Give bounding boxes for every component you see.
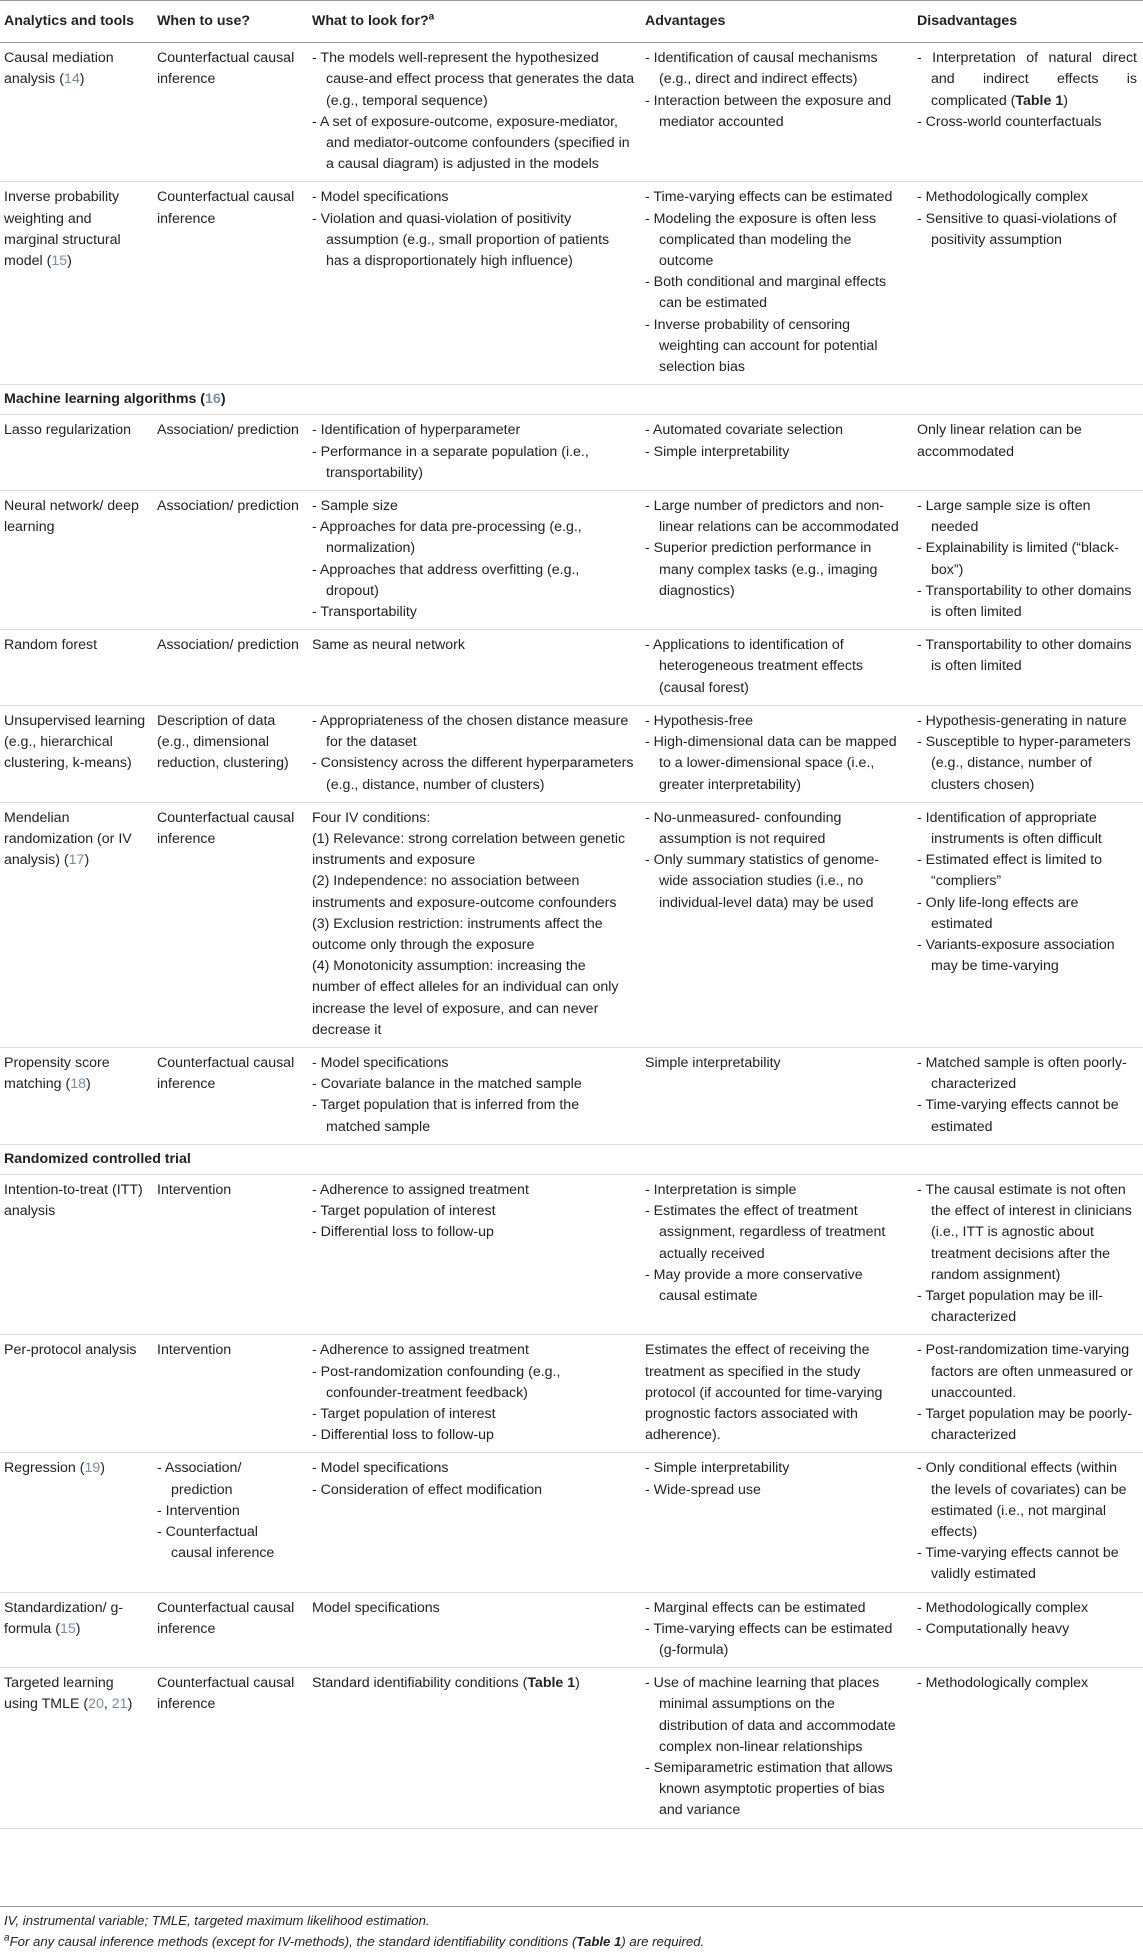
what-cell bbox=[308, 415, 641, 491]
list-item: - Estimates the effect of treatment assignment, regardless of treatment actually received bbox=[645, 1201, 907, 1265]
advantages-cell bbox=[641, 705, 913, 802]
list-item: - Time-varying effects can be estimated bbox=[645, 187, 907, 208]
disadvantages-cell bbox=[913, 491, 1143, 630]
list-item: - Explainability is limited (“black-box”) bbox=[917, 538, 1137, 580]
table-row bbox=[0, 705, 1143, 802]
list-item: - Approaches that address overfitting (e.g., dropout) bbox=[312, 560, 635, 602]
list-item: - Target population may be ill-characterized bbox=[917, 1286, 1137, 1328]
table-row bbox=[0, 1668, 1143, 1828]
table-row bbox=[0, 415, 1143, 491]
disadvantages-cell bbox=[913, 43, 1143, 182]
text-line: (4) Monotonicity assumption: increasing the number of effect alleles for an individual can only increase the level of exposure, and can never decrease it bbox=[312, 958, 619, 1038]
when-cell: Intervention bbox=[153, 1335, 308, 1453]
list-item: - Large sample size is often needed bbox=[917, 496, 1137, 538]
table-row bbox=[0, 1453, 1143, 1592]
reference-link[interactable]: 20 bbox=[88, 1696, 104, 1713]
what-cell: Standard identifiability conditions (Table 1) bbox=[308, 1668, 641, 1828]
list-item: - Hypothesis-generating in nature bbox=[917, 711, 1137, 732]
when-cell bbox=[153, 1453, 308, 1592]
when-cell: Association/ prediction bbox=[153, 415, 308, 491]
list-item: - Model specifications bbox=[312, 1053, 635, 1074]
disadvantages-cell bbox=[913, 1592, 1143, 1668]
list-item: - Differential loss to follow-up bbox=[312, 1425, 635, 1446]
list-item: - Identification of causal mechanisms (e.g., direct and indirect effects) bbox=[645, 48, 907, 90]
list-item: - Appropriateness of the chosen distance measure for the dataset bbox=[312, 711, 635, 753]
section-row bbox=[0, 1144, 1143, 1174]
list-item: - Variants-exposure association may be time-varying bbox=[917, 935, 1137, 977]
footnote-a: $^a$For any causal inference methods (except for IV-methods), the standard identifiability conditions (Table 1) are required. bbox=[4, 1932, 705, 1949]
list-item: - Methodologically complex bbox=[917, 1673, 1137, 1694]
reference-link[interactable]: 18 bbox=[70, 1076, 87, 1093]
table-link[interactable]: Table 1 bbox=[527, 1675, 576, 1692]
list-item: - Transportability to other domains is often limited bbox=[917, 635, 1137, 677]
list-item: - Sample size bbox=[312, 496, 635, 517]
list-item: - Inverse probability of censoring weighting can account for potential selection bias bbox=[645, 315, 907, 379]
list-item: - Model specifications bbox=[312, 1458, 635, 1479]
list-item: - Post-randomization confounding (e.g., confounder-treatment feedback) bbox=[312, 1362, 635, 1404]
list-item: - The models well-represent the hypothesized cause-and effect process that generates the data (e.g., temporal sequence) bbox=[312, 48, 635, 112]
reference-link[interactable]: 14 bbox=[63, 71, 80, 88]
list-item: - Time-varying effects cannot be estimated bbox=[917, 1095, 1137, 1137]
list-item: - Automated covariate selection bbox=[645, 420, 907, 441]
advantages-cell bbox=[641, 630, 913, 706]
list-item: - Identification of hyperparameter bbox=[312, 420, 635, 441]
what-cell: Model specifications bbox=[308, 1592, 641, 1668]
what-cell: Same as neural network bbox=[308, 630, 641, 706]
list-item: - Model specifications bbox=[312, 187, 635, 208]
table-row bbox=[0, 802, 1143, 1047]
table-row bbox=[0, 43, 1143, 182]
list-item: - Semiparametric estimation that allows known asymptotic properties of bias and variance bbox=[645, 1758, 907, 1822]
method-name: Intention-to-treat (ITT) analysis bbox=[0, 1174, 153, 1334]
list-item: - Computationally heavy bbox=[917, 1619, 1137, 1640]
list-item: - Only life-long effects are estimated bbox=[917, 893, 1137, 935]
what-cell bbox=[308, 705, 641, 802]
method-name: Neural network/ deep learning bbox=[0, 491, 153, 630]
table-row bbox=[0, 630, 1143, 706]
list-item: - Identification of appropriate instruments is often difficult bbox=[917, 808, 1137, 850]
disadvantages-cell bbox=[913, 705, 1143, 802]
reference-link[interactable]: 15 bbox=[51, 253, 68, 270]
table-link[interactable]: Table 1 bbox=[576, 1934, 622, 1949]
when-cell: Association/ prediction bbox=[153, 491, 308, 630]
method-name: Unsupervised learning (e.g., hierarchical clustering, k-means) bbox=[0, 705, 153, 802]
when-cell: Counterfactual causal inference bbox=[153, 182, 308, 385]
list-item: - Interpretation of natural direct and indirect effects is complicated (Table 1) bbox=[917, 48, 1137, 112]
list-item: - Modeling the exposure is often less complicated than modeling the outcome bbox=[645, 209, 907, 273]
list-item: - Transportability bbox=[312, 602, 635, 623]
what-cell bbox=[308, 182, 641, 385]
list-item: - Intervention bbox=[157, 1501, 302, 1522]
disadvantages-cell bbox=[913, 1453, 1143, 1592]
list-item: - May provide a more conservative causal estimate bbox=[645, 1265, 907, 1307]
disadvantages-cell bbox=[913, 630, 1143, 706]
col-header-what: What to look for?$^a$ bbox=[308, 1, 641, 43]
text-line: (2) Independence: no association between instruments and exposure-outcome confounders bbox=[312, 873, 617, 911]
advantages-cell: Simple interpretability bbox=[641, 1047, 913, 1144]
list-item: - Adherence to assigned treatment bbox=[312, 1340, 635, 1361]
header-row bbox=[0, 1, 1143, 43]
list-item: - Consideration of effect modification bbox=[312, 1480, 635, 1501]
list-item: - Susceptible to hyper-parameters (e.g., distance, number of clusters chosen) bbox=[917, 732, 1137, 796]
method-name: Mendelian randomization (or IV analysis) (17) bbox=[0, 802, 153, 1047]
table-link[interactable]: Table 1 bbox=[1015, 92, 1064, 109]
list-item: - Approaches for data pre-processing (e.g., normalization) bbox=[312, 517, 635, 559]
what-cell bbox=[308, 802, 641, 1047]
disadvantages-cell bbox=[913, 1668, 1143, 1828]
disadvantages-cell bbox=[913, 802, 1143, 1047]
advantages-cell bbox=[641, 491, 913, 630]
list-item: - Association/ prediction bbox=[157, 1458, 302, 1500]
list-item: - Simple interpretability bbox=[645, 442, 907, 463]
advantages-cell bbox=[641, 1668, 913, 1828]
list-item: - Use of machine learning that places minimal assumptions on the distribution of data and accommodate complex non-linear relationships bbox=[645, 1673, 907, 1758]
list-item: - Target population that is inferred from the matched sample bbox=[312, 1095, 635, 1137]
disadvantages-cell bbox=[913, 1174, 1143, 1334]
table-row bbox=[0, 1592, 1143, 1668]
col-header-analytics: Analytics and tools bbox=[0, 1, 153, 43]
section-heading-rct: Randomized controlled trial bbox=[0, 1144, 1143, 1174]
reference-link[interactable]: 15 bbox=[59, 1620, 76, 1637]
list-item: - High-dimensional data can be mapped to a lower-dimensional space (i.e., greater interpretability) bbox=[645, 732, 907, 796]
list-item: - The causal estimate is not often the effect of interest in clinicians (i.e., ITT is agnostic about treatment decisions after the random assignment) bbox=[917, 1180, 1137, 1286]
list-item: - Cross-world counterfactuals bbox=[917, 112, 1137, 133]
method-name: Per-protocol analysis bbox=[0, 1335, 153, 1453]
when-cell: Description of data (e.g., dimensional reduction, clustering) bbox=[153, 705, 308, 802]
footnotes bbox=[4, 1910, 704, 1952]
when-cell: Intervention bbox=[153, 1174, 308, 1334]
method-name: Causal mediation analysis (14) bbox=[0, 43, 153, 182]
list-item: - Estimated effect is limited to “compliers” bbox=[917, 850, 1137, 892]
what-cell bbox=[308, 1174, 641, 1334]
advantages-cell bbox=[641, 1174, 913, 1334]
advantages-cell bbox=[641, 182, 913, 385]
method-name: Lasso regularization bbox=[0, 415, 153, 491]
list-item: - Applications to identification of heterogeneous treatment effects (causal forest) bbox=[645, 635, 907, 699]
when-cell: Association/ prediction bbox=[153, 630, 308, 706]
advantages-cell bbox=[641, 1592, 913, 1668]
table-row bbox=[0, 182, 1143, 385]
disadvantages-cell bbox=[913, 1047, 1143, 1144]
list-item: - Hypothesis-free bbox=[645, 711, 907, 732]
list-item: - Wide-spread use bbox=[645, 1480, 907, 1501]
list-item: - Consistency across the different hyperparameters (e.g., distance, number of clusters) bbox=[312, 753, 635, 795]
list-item: - Superior prediction performance in many complex tasks (e.g., imaging diagnostics) bbox=[645, 538, 907, 602]
reference-link[interactable]: 21 bbox=[111, 1696, 128, 1713]
when-cell: Counterfactual causal inference bbox=[153, 1592, 308, 1668]
what-cell bbox=[308, 1047, 641, 1144]
footnote-divider bbox=[0, 1906, 1143, 1907]
list-item: - Matched sample is often poorly-characterized bbox=[917, 1053, 1137, 1095]
list-item: - Methodologically complex bbox=[917, 1598, 1137, 1619]
advantages-cell bbox=[641, 802, 913, 1047]
col-header-when: When to use? bbox=[153, 1, 308, 43]
table-row bbox=[0, 491, 1143, 630]
list-item: - Differential loss to follow-up bbox=[312, 1222, 635, 1243]
what-cell bbox=[308, 1335, 641, 1453]
list-item: - Violation and quasi-violation of positivity assumption (e.g., small proportion of patients has a disproportionately high influence) bbox=[312, 209, 635, 273]
method-name: Random forest bbox=[0, 630, 153, 706]
col-header-advantages: Advantages bbox=[641, 1, 913, 43]
list-item: - Adherence to assigned treatment bbox=[312, 1180, 635, 1201]
method-name: Standardization/ g-formula (15) bbox=[0, 1592, 153, 1668]
list-item: - Interaction between the exposure and mediator accounted bbox=[645, 91, 907, 133]
advantages-cell: Estimates the effect of receiving the treatment as specified in the study protocol (if accounted for time-varying prognostic factors associated with adherence). bbox=[641, 1335, 913, 1453]
advantages-cell bbox=[641, 1453, 913, 1592]
section-heading-ml: Machine learning algorithms (16) bbox=[0, 385, 1143, 415]
method-name: Inverse probability weighting and marginal structural model (15) bbox=[0, 182, 153, 385]
table-row bbox=[0, 1047, 1143, 1144]
list-item: - Post-randomization time-varying factors are often unmeasured or unaccounted. bbox=[917, 1340, 1137, 1404]
text-line: (1) Relevance: strong correlation between genetic instruments and exposure bbox=[312, 830, 626, 869]
list-item: - Target population of interest bbox=[312, 1404, 635, 1425]
text-line: Four IV conditions: bbox=[312, 809, 431, 826]
table-row bbox=[0, 1174, 1143, 1334]
list-item: - Covariate balance in the matched sample bbox=[312, 1074, 635, 1095]
list-item: - Both conditional and marginal effects can be estimated bbox=[645, 272, 907, 314]
list-item: - Target population may be poorly-characterized bbox=[917, 1404, 1137, 1446]
disadvantages-cell bbox=[913, 182, 1143, 385]
method-name: Targeted learning using TMLE (20, 21) bbox=[0, 1668, 153, 1828]
reference-link[interactable]: 16 bbox=[205, 391, 221, 408]
when-cell: Counterfactual causal inference bbox=[153, 1668, 308, 1828]
list-item: - No-unmeasured- confounding assumption is not required bbox=[645, 808, 907, 850]
list-item: - Only conditional effects (within the levels of covariates) can be estimated (i.e., not marginal effects) bbox=[917, 1458, 1137, 1543]
list-item: - Sensitive to quasi-violations of positivity assumption bbox=[917, 209, 1137, 251]
col-header-disadvantages: Disadvantages bbox=[913, 1, 1143, 43]
list-item: - Methodologically complex bbox=[917, 187, 1137, 208]
text-line: (3) Exclusion restriction: instruments affect the outcome only through the exposure bbox=[312, 915, 603, 953]
what-cell bbox=[308, 491, 641, 630]
method-name: Propensity score matching (18) bbox=[0, 1047, 153, 1144]
reference-link[interactable]: 19 bbox=[84, 1460, 101, 1477]
footnote-marker: a bbox=[428, 11, 435, 23]
when-cell: Counterfactual causal inference bbox=[153, 43, 308, 182]
list-item: - Counterfactual causal inference bbox=[157, 1522, 302, 1564]
list-item: - Large number of predictors and non-linear relations can be accommodated bbox=[645, 496, 907, 538]
advantages-cell bbox=[641, 43, 913, 182]
list-item: - Performance in a separate population (i.e., transportability) bbox=[312, 442, 635, 484]
what-cell bbox=[308, 1453, 641, 1592]
list-item: - Marginal effects can be estimated bbox=[645, 1598, 907, 1619]
list-item: - Only summary statistics of genome-wide association studies (i.e., no individual-level data) may be used bbox=[645, 850, 907, 914]
list-item: - Time-varying effects can be estimated (g-formula) bbox=[645, 1619, 907, 1661]
list-item: - Time-varying effects cannot be validly estimated bbox=[917, 1543, 1137, 1585]
list-item: - A set of exposure-outcome, exposure-mediator, and mediator-outcome confounders (specified in a causal diagram) is adjusted in the models bbox=[312, 112, 635, 176]
reference-link[interactable]: 17 bbox=[68, 852, 85, 869]
footnote-abbreviations: IV, instrumental variable; TMLE, targeted maximum likelihood estimation. bbox=[4, 1913, 430, 1928]
list-item: - Target population of interest bbox=[312, 1201, 635, 1222]
disadvantages-cell: Only linear relation can be accommodated bbox=[913, 415, 1143, 491]
list-item: - Simple interpretability bbox=[645, 1458, 907, 1479]
list-item: - Transportability to other domains is often limited bbox=[917, 581, 1137, 623]
when-cell: Counterfactual causal inference bbox=[153, 1047, 308, 1144]
list-item: - Interpretation is simple bbox=[645, 1180, 907, 1201]
disadvantages-cell bbox=[913, 1335, 1143, 1453]
section-row bbox=[0, 385, 1143, 415]
when-cell: Counterfactual causal inference bbox=[153, 802, 308, 1047]
advantages-cell bbox=[641, 415, 913, 491]
method-name: Regression (19) bbox=[0, 1453, 153, 1592]
table-row bbox=[0, 1335, 1143, 1453]
what-cell bbox=[308, 43, 641, 182]
